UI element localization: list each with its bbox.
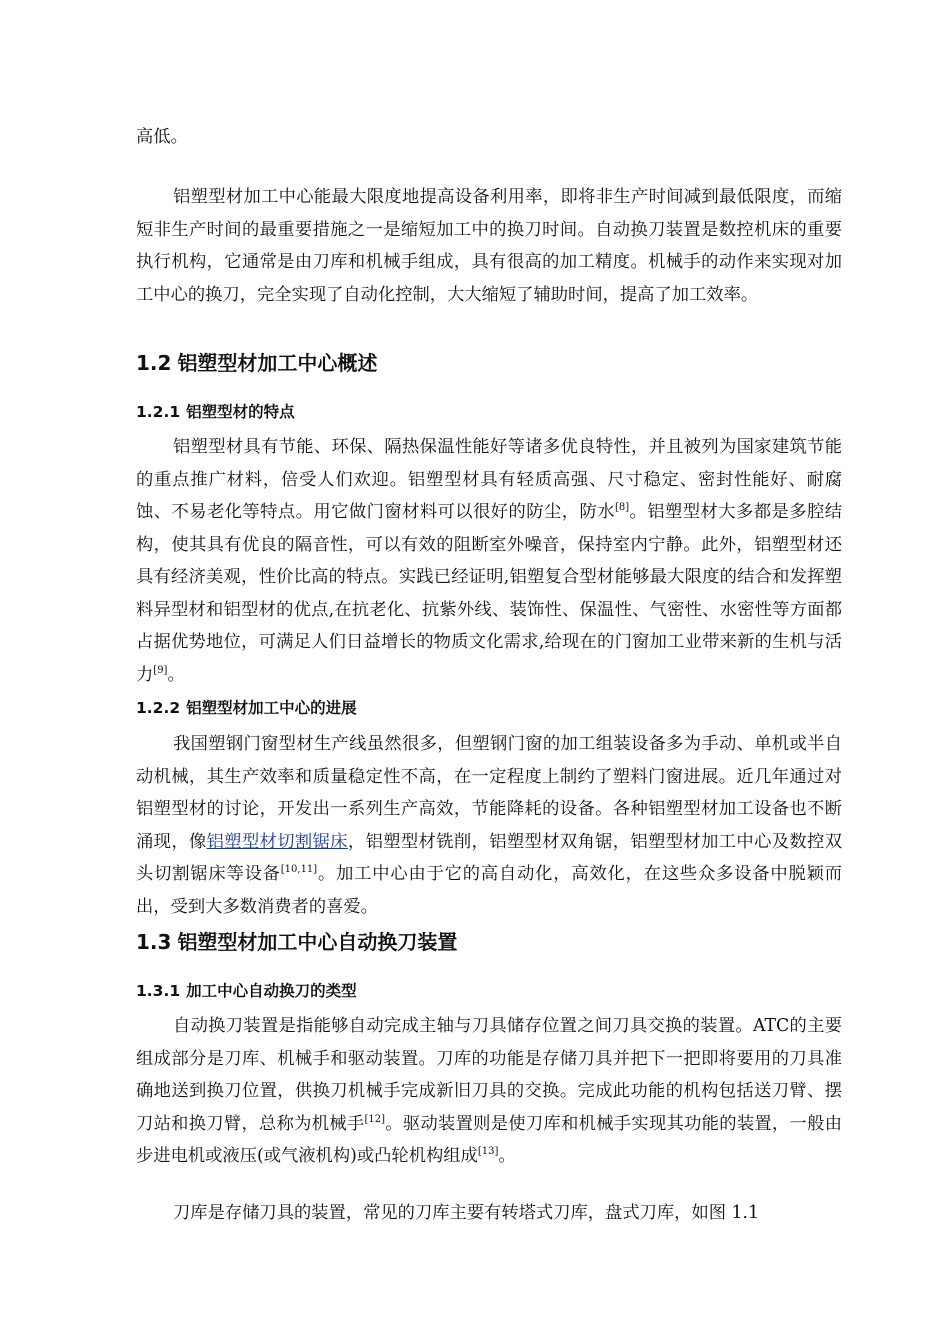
- section-number: 1.2: [136, 351, 172, 375]
- subsection-number: 1.2.2: [136, 699, 181, 717]
- saw-machine-link[interactable]: 铝塑型材切割锯床: [206, 831, 348, 852]
- subsection-title: 铝塑型材加工中心的进展: [186, 699, 357, 717]
- paragraph-machine-progress: 我国塑钢门窗型材生产线虽然很多，但塑钢门窗的加工组装设备多为手动、单机或半自动机械，其生产效率和质量稳定性不高，在一定程度上制约了塑料门窗进展。近几年通过对铝塑型材的讨论，开发出一系列生产高效，节能降耗的设备。各种铝塑型材加工设备也不断涌现，像铝塑型材切割锯床，铝塑型材铣削，铝塑型材双角锯，铝塑型材加工中心及数控双头切割锯床等设备[10,11]。加工中心由于它的高自动化，高效化，在这些众多设备中脱颖而出，受到大多数消费者的喜爱。: [136, 734, 842, 917]
- paragraph-tool-magazine: 刀库是存储刀具的装置，常见的刀库主要有转塔式刀库，盘式刀库，如图 1.1: [173, 1203, 759, 1223]
- citation-ref: [12]: [364, 1113, 386, 1125]
- paragraph-material-features: 铝塑型材具有节能、环保、隔热保温性能好等诸多优良特性，并且被列为国家建筑节能的重点推广材料，倍受人们欢迎。铝塑型材具有轻质高强、尺寸稳定、密封性能好、耐腐蚀、不易老化等特点。用它做门窗材料可以很好的防尘，防水[8]。铝塑型材大多都是多腔结构，使其具有优良的隔音性，可以有效的阻断室外噪音，保持室内宁静。此外，铝塑型材还具有经济美观，性价比高的特点。实践已经证明,铝塑复合型材能够最大限度的结合和发挥塑料异型材和铝型材的优点,在抗老化、抗紫外线、装饰性、保温性、气密性、水密性等方面都占据优势地位，可满足人们日益增长的物质文化需求,给现在的门窗加工业带来新的生机与活力[9]。: [136, 437, 842, 685]
- subsection-number: 1.3.1: [136, 982, 181, 1000]
- section-heading-1-3: [136, 927, 457, 957]
- subsection-number: 1.2.1: [136, 403, 181, 421]
- subsection-heading-1-2-2: [136, 696, 357, 720]
- citation-ref: [13]: [477, 1146, 499, 1157]
- section-title: 铝塑型材加工中心自动换刀装置: [177, 930, 458, 954]
- paragraph-atc-intro: 铝塑型材加工中心能最大限度地提高设备利用率，即将非生产时间减到最低限度，而缩短非生产时间的最重要措施之一是缩短加工中的换刀时间。自动换刀装置是数控机床的重要执行机构，它通常是由刀库和机械手组成，具有很高的加工精度。机械手的动作来实现对加工中心的换刀，完全实现了自动化控制，大大缩短了辅助时间，提高了加工效率。: [136, 187, 842, 305]
- paragraph-atc-types: 自动换刀装置是指能够自动完成主轴与刀具储存位置之间刀具交换的装置。ATC的主要组成部分是刀库、机械手和驱动装置。刀库的功能是存储刀具并把下一把即将要用的刀具准确地送到换刀位置，供换刀机械手完成新旧刀具的交换。完成此功能的机构包括送刀臂、摆刀站和换刀臂，总称为机械手[12]。驱动装置则是使刀库和机械手实现其功能的装置，一般由步进电机或液压(或气液机构)或凸轮机构组成[13]。: [136, 1016, 842, 1166]
- section-title: 铝塑型材加工中心概述: [177, 351, 378, 375]
- citation-ref: [9]: [153, 664, 168, 676]
- subsection-heading-1-3-1: [136, 979, 357, 1003]
- paragraph-continuation: 高低。: [136, 127, 188, 147]
- subsection-title: 加工中心自动换刀的类型: [186, 982, 357, 1000]
- citation-ref: [10,11]: [280, 864, 318, 875]
- section-heading-1-2: [136, 348, 377, 378]
- section-number: 1.3: [136, 930, 172, 954]
- subsection-title: 铝塑型材的特点: [186, 403, 295, 421]
- citation-ref: [8]: [614, 502, 630, 513]
- subsection-heading-1-2-1: [136, 400, 295, 424]
